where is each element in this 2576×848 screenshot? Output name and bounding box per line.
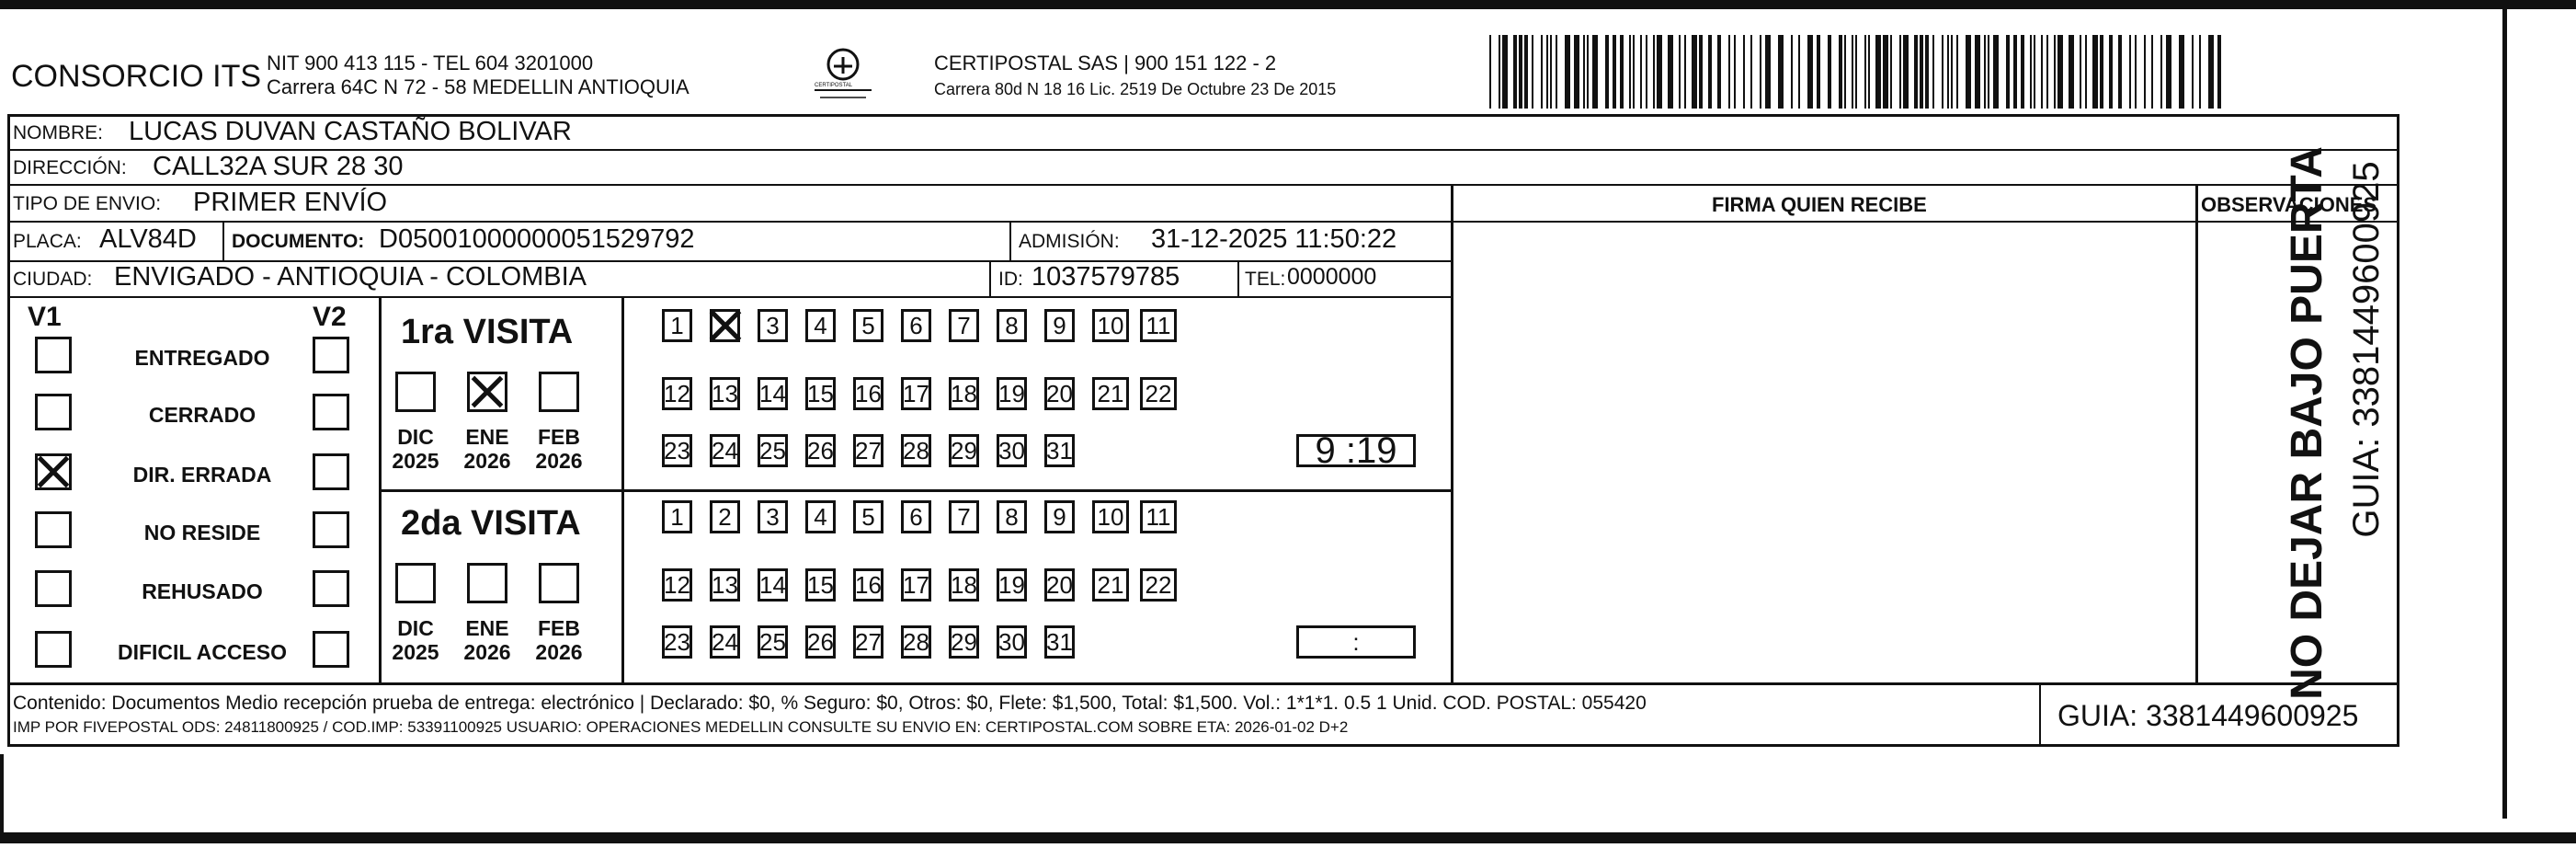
day-box[interactable]: 24 — [710, 625, 740, 659]
status-label: ENTREGADO — [134, 346, 270, 370]
month-label — [455, 616, 519, 665]
signature-column-divider — [1451, 184, 1453, 682]
barcode-bar — [2144, 35, 2146, 109]
day-box[interactable]: 1 — [662, 309, 692, 342]
day-box[interactable]: 25 — [758, 434, 788, 467]
barcode-bar — [1852, 35, 1853, 109]
day-box[interactable]: 31 — [1044, 625, 1075, 659]
day-box[interactable]: 17 — [901, 377, 931, 410]
day-box[interactable]: 14 — [758, 568, 788, 602]
day-box[interactable]: 19 — [997, 377, 1027, 410]
barcode-bar — [2085, 35, 2087, 109]
day-box[interactable]: 2 — [710, 500, 740, 533]
barcode-bar — [2208, 35, 2214, 109]
day-box[interactable]: 3 — [758, 309, 788, 342]
month-checkbox-feb[interactable] — [539, 372, 579, 412]
month-label — [527, 616, 591, 665]
barcode-bar — [1657, 35, 1662, 109]
barcode-bar — [1708, 35, 1712, 109]
barcode-bar — [1844, 35, 1846, 109]
day-box[interactable]: 20 — [1044, 568, 1075, 602]
barcode-bar — [2034, 35, 2035, 109]
name-label: NOMBRE: — [13, 122, 104, 143]
barcode-bar — [1692, 35, 1697, 109]
day-box[interactable]: 31 — [1044, 434, 1075, 467]
barcode-bar — [2135, 35, 2137, 109]
month-label — [383, 425, 448, 474]
month-label — [455, 425, 519, 474]
barcode-bar — [1951, 35, 1953, 109]
barcode-bar — [1592, 35, 1598, 109]
city-value: ENVIGADO - ANTIOQUIA - COLOMBIA — [114, 262, 587, 292]
v1-checkbox-entregado[interactable] — [35, 337, 72, 373]
barcode-bar — [1565, 35, 1570, 109]
day-box[interactable]: 16 — [853, 377, 883, 410]
tel-label: TEL: — [1245, 269, 1286, 290]
row-divider — [7, 296, 1451, 298]
day-box[interactable]: 23 — [662, 434, 692, 467]
day-box[interactable]: 24 — [710, 434, 740, 467]
day-box[interactable]: 16 — [853, 568, 883, 602]
document-label: DOCUMENTO: — [232, 231, 365, 252]
barcode-bar — [1583, 35, 1585, 109]
barcode-bar — [1605, 35, 1609, 109]
day-box[interactable]: 13 — [710, 568, 740, 602]
visit-time-box[interactable]: 9 :19 — [1296, 434, 1416, 467]
courier-logo-text: CERTIPOSTAL — [815, 83, 853, 88]
day-box[interactable]: 26 — [805, 625, 836, 659]
month-year: 2026 — [535, 640, 583, 665]
barcode-bar — [2151, 35, 2153, 109]
document-value: D05001000000051529792 — [379, 224, 695, 254]
month-label — [383, 616, 448, 665]
day-box[interactable]: 7 — [949, 500, 979, 533]
side-notice: NO DEJAR BAJO PUERTA — [2283, 146, 2331, 700]
day-box[interactable]: 4 — [805, 309, 836, 342]
plate-value: ALV84D — [99, 224, 197, 254]
day-box[interactable]: 8 — [997, 500, 1027, 533]
side-guia: GUIA: 3381449600925 — [2346, 161, 2387, 538]
barcode-bar — [1984, 35, 1986, 109]
visit-divider — [379, 489, 1451, 492]
barcode-bar — [1653, 35, 1655, 109]
day-box[interactable]: 9 — [1044, 500, 1075, 533]
status-label: NO RESIDE — [143, 521, 261, 544]
barcode-bar — [1817, 35, 1820, 109]
nit-line: NIT 900 413 115 - TEL 604 3201000 — [267, 52, 594, 74]
barcode-bar — [2166, 35, 2171, 109]
barcode-bar — [1524, 35, 1528, 109]
day-box[interactable]: 12 — [662, 568, 692, 602]
day-box[interactable]: 1 — [662, 500, 692, 533]
day-box[interactable]: 15 — [805, 568, 836, 602]
month-year: 2026 — [463, 640, 511, 665]
barcode-bar — [2092, 35, 2098, 109]
day-box[interactable]: 23 — [662, 625, 692, 659]
barcode-bar — [2179, 35, 2184, 109]
day-box[interactable]: 6 — [901, 500, 931, 533]
barcode-bar — [1765, 35, 1771, 109]
barcode-bar — [1750, 35, 1752, 109]
barcode-bar — [1640, 35, 1642, 109]
month-name: DIC — [397, 616, 434, 640]
v2-checkbox-dir-errada[interactable] — [313, 453, 349, 490]
barcode-bar — [2109, 35, 2113, 109]
month-year: 2025 — [392, 640, 439, 665]
month-name: FEB — [538, 616, 580, 640]
barcode-bar — [1883, 35, 1888, 109]
address-line: Carrera 64C N 72 - 58 MEDELLIN ANTIOQUIA — [267, 75, 690, 98]
status-label: DIFICIL ACCESO — [117, 640, 287, 664]
v1-checkbox-no-reside[interactable] — [35, 511, 72, 548]
barcode-bar — [1541, 35, 1543, 109]
barcode-bar — [1574, 35, 1579, 109]
barcode-bar — [1613, 35, 1616, 109]
barcode-bar — [2013, 35, 2017, 109]
barcode-bar — [1798, 35, 1800, 109]
status-label: DIR. ERRADA — [132, 463, 272, 487]
day-box[interactable]: 18 — [949, 377, 979, 410]
month-name: FEB — [538, 425, 580, 449]
observations-column-divider — [2195, 184, 2198, 682]
v2-checkbox-no-reside[interactable] — [313, 511, 349, 548]
day-box[interactable]: 5 — [853, 500, 883, 533]
v1-checkbox-dir-errada[interactable] — [35, 453, 72, 490]
observations-header: OBSERVACIONES — [2201, 193, 2377, 216]
barcode-bar — [1942, 35, 1943, 109]
day-box[interactable]: 29 — [949, 625, 979, 659]
day-box[interactable]: 22 — [1140, 377, 1177, 410]
barcode-bar — [1975, 35, 1980, 109]
barcode-bar — [1760, 35, 1761, 109]
tel-value: 0000000 — [1287, 264, 1377, 290]
barcode-bar — [1899, 35, 1901, 109]
barcode-bar — [1620, 35, 1624, 109]
barcode-bar — [1839, 35, 1842, 109]
footer-guia-box — [2039, 682, 2041, 747]
v2-label: V2 — [313, 302, 347, 332]
day-box[interactable]: 8 — [997, 309, 1027, 342]
barcode-bar — [1502, 35, 1508, 109]
barcode-bar — [1499, 35, 1500, 109]
barcode-bar — [1993, 35, 1999, 109]
footer-guia: GUIA: 3381449600925 — [2057, 699, 2359, 732]
barcode-bar — [1778, 35, 1784, 109]
v2-checkbox-cerrado[interactable] — [313, 394, 349, 430]
barcode-bar — [1988, 35, 1989, 109]
barcode-bar — [2054, 35, 2056, 109]
day-box[interactable]: 11 — [1140, 500, 1177, 533]
barcode-bar — [1828, 35, 1831, 109]
barcode-bar — [2057, 35, 2063, 109]
cell-divider — [1237, 260, 1239, 296]
v1-checkbox-rehusado[interactable] — [35, 570, 72, 607]
barcode-bar — [1717, 35, 1721, 109]
barcode-bar — [1629, 35, 1631, 109]
day-box[interactable]: 13 — [710, 377, 740, 410]
footer-imp-line: IMP POR FIVEPOSTAL ODS: 24811800925 / COD.IMP: 53391100925 USUARIO: OPERACIONES MEDELLIN CONSULTE SU ENVIO EN: CERTIPOSTAL.COM SOBRE ETA: 2026-01-02 D+2 — [13, 718, 1349, 736]
company-name: CONSORCIO ITS — [11, 59, 262, 94]
barcode-bar — [2006, 35, 2010, 109]
month-name: ENE — [465, 616, 509, 640]
barcode-bar — [2100, 35, 2103, 109]
day-box[interactable]: 18 — [949, 568, 979, 602]
barcode-bar — [1743, 35, 1745, 109]
name-value: LUCAS DUVAN CASTAÑO BOLIVAR — [129, 117, 572, 146]
day-box[interactable]: 22 — [1140, 568, 1177, 602]
barcode — [1489, 35, 2225, 109]
day-box[interactable]: 28 — [901, 434, 931, 467]
barcode-bar — [1791, 35, 1793, 109]
day-box[interactable]: 30 — [997, 434, 1027, 467]
day-box[interactable]: 20 — [1044, 377, 1075, 410]
month-checkbox-feb[interactable] — [539, 563, 579, 603]
v1-checkbox-cerrado[interactable] — [35, 394, 72, 430]
barcode-bar — [1489, 35, 1491, 109]
barcode-bar — [1807, 35, 1813, 109]
barcode-bar — [1890, 35, 1892, 109]
barcode-bar — [1914, 35, 1918, 109]
day-box[interactable]: 6 — [901, 309, 931, 342]
barcode-bar — [2021, 35, 2024, 109]
barcode-bar — [2046, 35, 2048, 109]
courier-line-2: Carrera 80d N 18 16 Lic. 2519 De Octubre 23 De 2015 — [934, 80, 1337, 98]
barcode-bar — [1699, 35, 1703, 109]
day-box[interactable]: 7 — [949, 309, 979, 342]
courier-logo — [811, 46, 875, 105]
row-divider — [7, 149, 2399, 151]
day-box[interactable]: 27 — [853, 625, 883, 659]
barcode-bar — [1855, 35, 1857, 109]
barcode-bar — [1864, 35, 1866, 109]
v1-checkbox-dificil-acceso[interactable] — [35, 631, 72, 668]
row-divider — [7, 184, 2399, 186]
bottom-edge-line — [0, 832, 2576, 843]
barcode-bar — [1947, 35, 1949, 109]
day-box[interactable]: 29 — [949, 434, 979, 467]
barcode-bar — [2030, 35, 2032, 109]
day-box[interactable]: 21 — [1092, 568, 1129, 602]
barcode-bar — [1668, 35, 1673, 109]
signature-header: FIRMA QUIEN RECIBE — [1712, 193, 1927, 216]
month-checkbox-dic[interactable] — [395, 372, 436, 412]
right-edge-line — [2502, 9, 2507, 819]
status-label: REHUSADO — [142, 579, 263, 603]
city-label: CIUDAD: — [13, 269, 93, 290]
day-box[interactable]: 3 — [758, 500, 788, 533]
barcode-bar — [2118, 35, 2122, 109]
visit-time-box[interactable]: : — [1296, 625, 1416, 659]
admission-value: 31-12-2025 11:50:22 — [1151, 224, 1397, 254]
day-box[interactable]: 26 — [805, 434, 836, 467]
month-year: 2026 — [535, 449, 583, 474]
barcode-bar — [1875, 35, 1881, 109]
visit-title: 2da VISITA — [401, 504, 581, 543]
barcode-bar — [1920, 35, 1923, 109]
day-box[interactable]: 9 — [1044, 309, 1075, 342]
day-box[interactable]: 21 — [1092, 377, 1129, 410]
courier-line-1: CERTIPOSTAL SAS | 900 151 122 - 2 — [934, 52, 1277, 74]
barcode-bar — [1550, 35, 1552, 109]
shipment-type-label: TIPO DE ENVIO: — [13, 193, 162, 214]
month-year: 2025 — [392, 449, 439, 474]
day-box[interactable]: 17 — [901, 568, 931, 602]
barcode-bar — [1587, 35, 1589, 109]
barcode-bar — [2217, 35, 2221, 109]
barcode-bar — [1956, 35, 1958, 109]
address-label: DIRECCIÓN: — [13, 157, 127, 178]
cell-divider — [989, 260, 991, 296]
day-box[interactable]: 11 — [1140, 309, 1177, 342]
barcode-bar — [1546, 35, 1548, 109]
plate-label: PLACA: — [13, 231, 82, 252]
barcode-bar — [1633, 35, 1635, 109]
day-box[interactable]: 30 — [997, 625, 1027, 659]
barcode-bar — [1513, 35, 1517, 109]
day-box[interactable]: 25 — [758, 625, 788, 659]
barcode-bar — [1532, 35, 1533, 109]
id-label: ID: — [998, 269, 1023, 290]
day-box[interactable]: 10 — [1092, 500, 1129, 533]
day-box[interactable]: 15 — [805, 377, 836, 410]
footer-content-line: Contenido: Documentos Medio recepción prueba de entrega: electrónico | Declarado: $0, % Seguro: $0, Otros: $0, Flete: $1,500, Total: $1,500. Vol.: 1*1*1. 0.5 1 Unid. COD. POSTAL: 055420 — [13, 693, 1647, 714]
v1-label: V1 — [28, 302, 62, 332]
month-year: 2026 — [463, 449, 511, 474]
barcode-bar — [2160, 35, 2162, 109]
cell-divider — [1009, 221, 1011, 260]
v2-checkbox-rehusado[interactable] — [313, 570, 349, 607]
address-value: CALL32A SUR 28 30 — [153, 152, 404, 181]
barcode-bar — [1728, 35, 1730, 109]
day-box[interactable]: 12 — [662, 377, 692, 410]
barcode-bar — [1734, 35, 1736, 109]
barcode-bar — [2080, 35, 2081, 109]
id-value: 1037579785 — [1032, 262, 1180, 292]
barcode-bar — [1903, 35, 1909, 109]
status-label: CERRADO — [148, 403, 256, 427]
day-box[interactable]: 4 — [805, 500, 836, 533]
left-edge-line — [0, 754, 4, 832]
barcode-bar — [1925, 35, 1929, 109]
barcode-bar — [2129, 35, 2131, 109]
month-label — [527, 425, 591, 474]
barcode-bar — [2199, 35, 2201, 109]
barcode-bar — [2192, 35, 2194, 109]
shipment-type-value: PRIMER ENVÍO — [193, 188, 388, 217]
month-name: DIC — [397, 425, 434, 449]
barcode-bar — [1932, 35, 1934, 109]
v2-checkbox-dificil-acceso[interactable] — [313, 631, 349, 668]
v2-checkbox-entregado[interactable] — [313, 337, 349, 373]
barcode-bar — [1684, 35, 1686, 109]
day-box[interactable]: 5 — [853, 309, 883, 342]
day-box[interactable]: 14 — [758, 377, 788, 410]
month-checkbox-dic[interactable] — [395, 563, 436, 603]
cell-divider — [222, 221, 224, 260]
month-checkbox-ene[interactable] — [467, 372, 507, 412]
barcode-bar — [2041, 35, 2043, 109]
row-divider — [7, 221, 2399, 223]
top-edge-line — [0, 0, 2576, 9]
admission-label: ADMISIÓN: — [1019, 231, 1120, 252]
day-box[interactable]: 19 — [997, 568, 1027, 602]
day-box[interactable]: 28 — [901, 625, 931, 659]
day-box-marked[interactable] — [710, 309, 740, 342]
visit-title: 1ra VISITA — [401, 313, 574, 351]
month-name: ENE — [465, 425, 509, 449]
barcode-bar — [1646, 35, 1647, 109]
barcode-bar — [1868, 35, 1870, 109]
barcode-bar — [1679, 35, 1681, 109]
barcode-bar — [1966, 35, 1971, 109]
month-checkbox-ene[interactable] — [467, 563, 507, 603]
barcode-bar — [1556, 35, 1557, 109]
barcode-bar — [1519, 35, 1522, 109]
day-box[interactable]: 27 — [853, 434, 883, 467]
barcode-bar — [2069, 35, 2074, 109]
day-box[interactable]: 10 — [1092, 309, 1129, 342]
